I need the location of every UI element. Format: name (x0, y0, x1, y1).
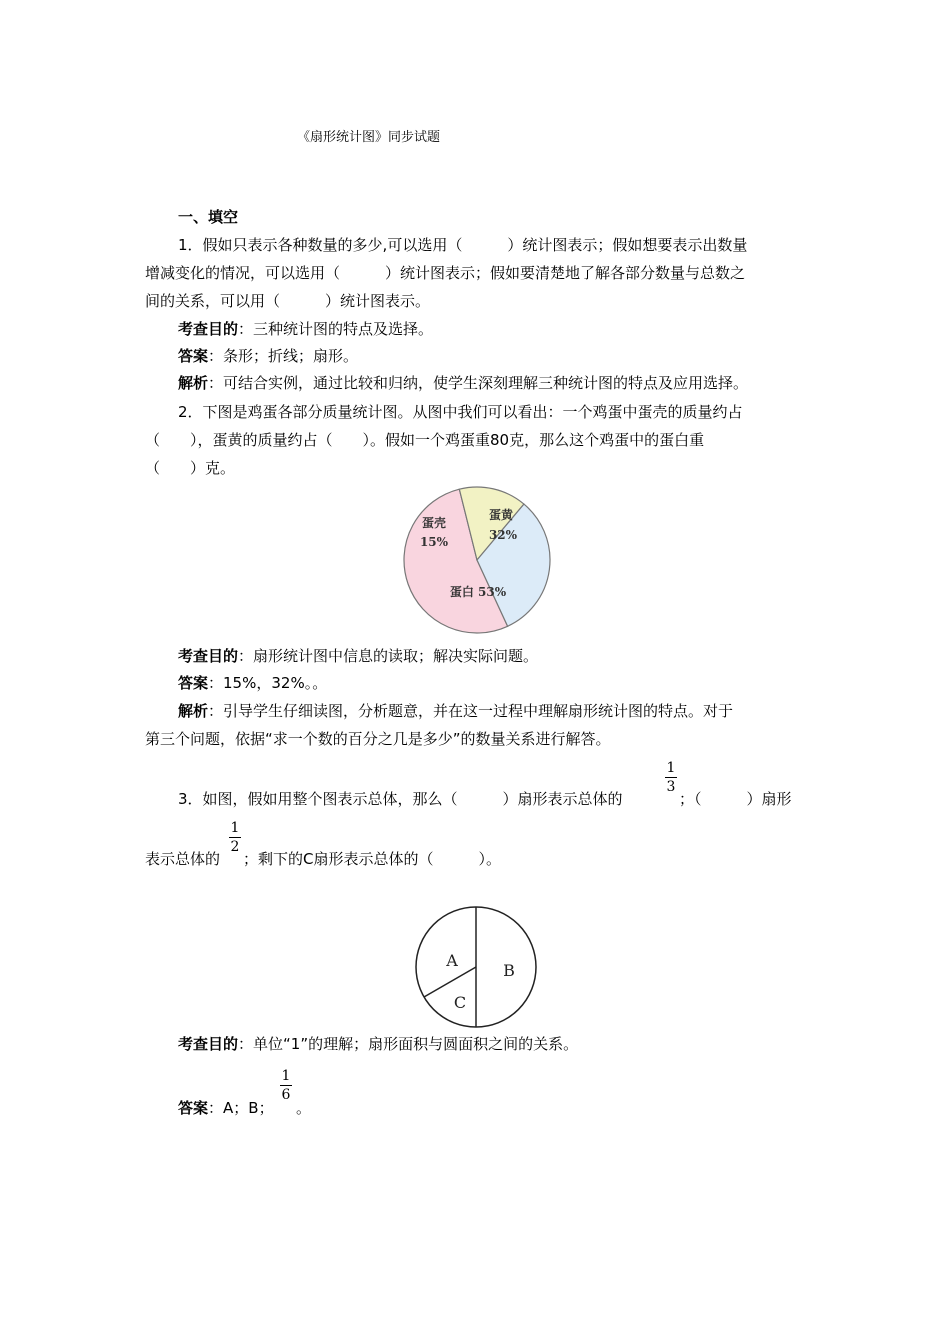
q3-line1a: 3．如图，假如用整个图表示总体，那么（ ）扇形表示总体的 (178, 790, 623, 808)
q2-answer (178, 673, 327, 693)
answer-label: 答案 (178, 674, 209, 692)
fraction-bar (229, 837, 241, 838)
fraction-denominator: 6 (281, 1087, 291, 1103)
fraction-one-sixth (280, 1068, 292, 1103)
answer-text: ：A；B； (208, 1099, 274, 1117)
egg-pie-chart (396, 482, 558, 638)
q1-purpose (178, 319, 433, 339)
label-shell-pct: 15% (419, 535, 449, 549)
fraction-one-half (229, 820, 241, 855)
purpose-text: ：扇形统计图中信息的读取；解决实际问题。 (238, 647, 539, 665)
fraction-numerator: 1 (281, 1068, 291, 1084)
page-title: 《扇形统计图》同步试题 (297, 130, 441, 145)
purpose-text: ：三种统计图的特点及选择。 (238, 320, 434, 338)
purpose-text: ：单位“1”的理解；扇形面积与圆面积之间的关系。 (238, 1035, 579, 1053)
answer-label: 答案 (178, 347, 209, 365)
analysis-text: ：引导学生仔细读图，分析题意，并在这一过程中理解扇形统计图的特点。对于 (208, 702, 734, 720)
q3-line2a: 表示总体的 (145, 850, 221, 868)
purpose-label: 考查目的 (178, 320, 239, 338)
q2-line3: （ ）克。 (145, 459, 236, 477)
q2-line2: （ ），蛋黄的质量约占（ ）。假如一个鸡蛋重80克，那么这个鸡蛋中的蛋白重 (145, 431, 705, 449)
q2-analysis-cont: 第三个问题，依据“求一个数的百分之几是多少”的数量关系进行解答。 (145, 730, 611, 748)
fraction-bar (665, 777, 677, 778)
answer-label: 答案 (178, 1099, 209, 1117)
sector-label-b: B (503, 961, 515, 980)
q3-line2b: ；剩下的C扇形表示总体的（ ）。 (243, 850, 501, 868)
q3-answer (178, 1098, 274, 1118)
sector-label-a: A (446, 951, 458, 970)
analysis-label: 解析 (178, 374, 209, 392)
fraction-bar (280, 1085, 292, 1086)
q1-line3: 间的关系，可以用（ ）统计图表示。 (145, 292, 431, 310)
answer-text: ：条形；折线；扇形。 (208, 347, 359, 365)
label-shell-name: 蛋壳 (421, 516, 447, 530)
fraction-denominator: 2 (230, 839, 240, 855)
purpose-label: 考查目的 (178, 1035, 239, 1053)
q2-purpose (178, 646, 538, 666)
section-heading: 一、填空 (178, 208, 239, 226)
analysis-text: ：可结合实例，通过比较和归纳，使学生深刻理解三种统计图的特点及应用选择。 (208, 374, 749, 392)
divider-diagonal (424, 967, 476, 997)
answer-text: ：15%，32%。。 (208, 674, 328, 692)
sector-label-c: C (453, 993, 467, 1012)
q1-analysis (178, 373, 748, 393)
sector-circle-diagram (412, 904, 540, 1030)
label-yolk-pct: 32% (488, 528, 518, 542)
analysis-label: 解析 (178, 702, 209, 720)
fraction-denominator: 3 (666, 779, 676, 795)
q1-line1: 1．假如只表示各种数量的多少,可以选用（ ）统计图表示；假如想要表示出数量 (178, 236, 748, 254)
fraction-numerator: 1 (230, 820, 240, 836)
fraction-one-third (665, 760, 677, 795)
fraction-numerator: 1 (666, 760, 676, 776)
q1-line2: 增减变化的情况，可以选用（ ）统计图表示；假如要清楚地了解各部分数量与总数之 (145, 264, 746, 282)
label-white: 蛋白 53% (449, 585, 507, 599)
purpose-label: 考查目的 (178, 647, 239, 665)
label-yolk-name: 蛋黄 (488, 508, 514, 522)
q2-line1: 2．下图是鸡蛋各部分质量统计图。从图中我们可以看出：一个鸡蛋中蛋壳的质量约占 (178, 403, 743, 421)
q1-answer (178, 346, 358, 366)
q3-line1b: ；（ ）扇形 (679, 790, 792, 808)
q3-answer-end: 。 (296, 1099, 312, 1117)
q3-purpose (178, 1034, 578, 1054)
q2-analysis (178, 701, 733, 721)
